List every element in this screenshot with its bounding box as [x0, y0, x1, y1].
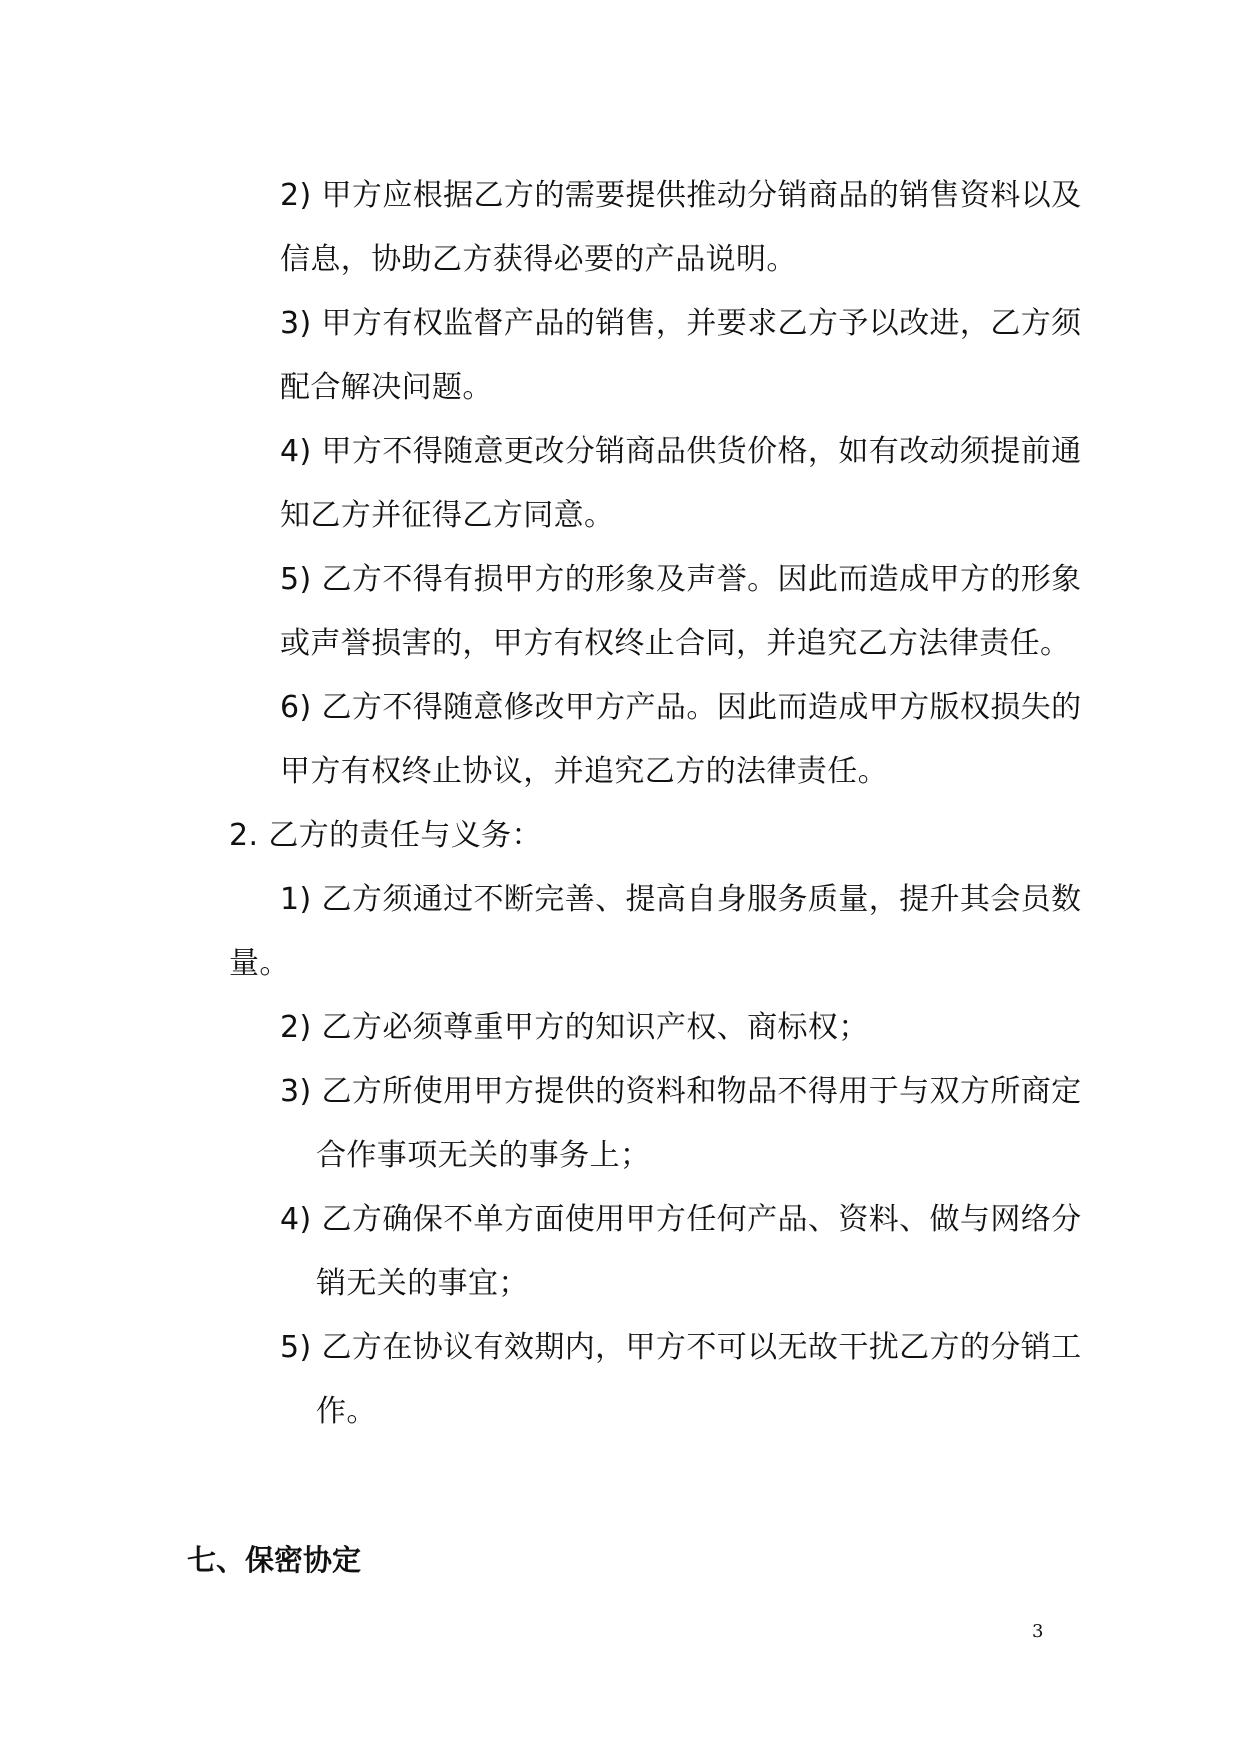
paragraph-line: 3) 乙方所使用甲方提供的资料和物品不得用于与双方所商定	[280, 1074, 1082, 1109]
paragraph-line: 5) 乙方在协议有效期内，甲方不可以无故干扰乙方的分销工	[280, 1330, 1082, 1365]
paragraph-line: 甲方有权终止协议，并追究乙方的法律责任。	[280, 754, 888, 789]
paragraph-line: 6) 乙方不得随意修改甲方产品。因此而造成甲方版权损失的	[280, 690, 1082, 725]
section-item-heading: 2. 乙方的责任与义务：	[229, 818, 542, 853]
paragraph-line: 1) 乙方须通过不断完善、提高自身服务质量，提升其会员数	[280, 882, 1082, 917]
paragraph-line: 销无关的事宜；	[316, 1266, 529, 1301]
paragraph-line: 2) 乙方必须尊重甲方的知识产权、商标权；	[280, 1010, 869, 1045]
paragraph-line: 3) 甲方有权监督产品的销售，并要求乙方予以改进，乙方须	[280, 306, 1082, 341]
paragraph-line: 量。	[229, 946, 290, 981]
paragraph-line: 5) 乙方不得有损甲方的形象及声誉。因此而造成甲方的形象	[280, 562, 1082, 597]
paragraph-line: 4) 甲方不得随意更改分销商品供货价格，如有改动须提前通	[280, 434, 1082, 469]
paragraph-line: 知乙方并征得乙方同意。	[280, 498, 615, 533]
paragraph-line: 或声誉损害的，甲方有权终止合同，并追究乙方法律责任。	[280, 626, 1071, 661]
paragraph-line: 信息，协助乙方获得必要的产品说明。	[280, 242, 797, 277]
page-number: 3	[1032, 1621, 1044, 1642]
paragraph-line: 2) 甲方应根据乙方的需要提供推动分销商品的销售资料以及	[280, 178, 1082, 213]
section-heading: 七、保密协定	[187, 1543, 362, 1577]
paragraph-line: 合作事项无关的事务上；	[316, 1138, 651, 1173]
paragraph-line: 配合解决问题。	[280, 370, 493, 405]
paragraph-line: 作。	[316, 1394, 377, 1429]
paragraph-line: 4) 乙方确保不单方面使用甲方任何产品、资料、做与网络分	[280, 1202, 1082, 1237]
